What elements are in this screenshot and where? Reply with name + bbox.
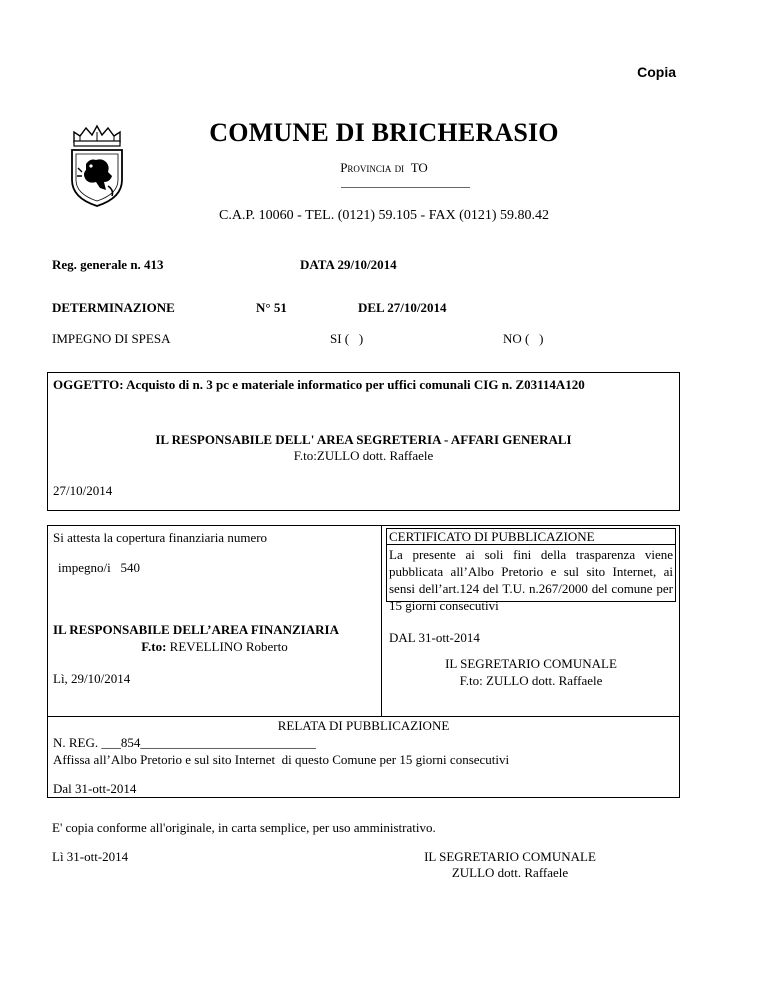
- determinazione-date: DEL 27/10/2014: [358, 300, 447, 315]
- impegno-si: SI ( ): [330, 331, 364, 346]
- oggetto-date: 27/10/2014: [53, 483, 113, 498]
- finanziaria-firma: [48, 639, 381, 655]
- finanziaria-date: Lì, 29/10/2014: [53, 671, 131, 686]
- determinazione-label: DETERMINAZIONE: [52, 300, 175, 315]
- impegno-no: NO ( ): [503, 331, 544, 346]
- segretario-title: IL SEGRETARIO COMUNALE: [445, 656, 617, 671]
- certificato-box: [386, 528, 676, 613]
- firma-label: F.to:: [141, 639, 167, 654]
- copy-label: Copia: [637, 64, 676, 80]
- certificato-title: CERTIFICATO DI PUBBLICAZIONE: [387, 529, 675, 545]
- relata-affissa: Affissa all’Albo Pretorio e sul sito Internet di questo Comune per 15 giorni consecutivi: [53, 752, 510, 767]
- responsabile-title: IL RESPONSABILE DELL' AREA SEGRETERIA - AFFARI GENERALI: [155, 432, 572, 447]
- page-title: COMUNE DI BRICHERASIO: [209, 118, 559, 147]
- relata-box: [47, 716, 680, 798]
- determinazione-number: N° 51: [256, 300, 287, 315]
- impegno-label: IMPEGNO DI SPESA: [52, 331, 171, 346]
- province-line: [0, 160, 768, 176]
- firma-name: REVELLINO Roberto: [166, 639, 288, 654]
- copertura-text: Si attesta la copertura finanziaria numero: [53, 530, 268, 545]
- certificato-text: La presente ai soli fini della trasparenza viene pubblicata all’Albo Pretorio e sul sito Internet, ai sensi dell’art.124 del T.U. n.267/2000 del comune per 15 giorni consecutivi: [389, 547, 673, 613]
- province-underline: [341, 187, 470, 188]
- footer-segretario-name: ZULLO dott. Raffaele: [451, 865, 569, 880]
- registration-date: DATA 29/10/2014: [300, 257, 397, 272]
- oggetto-text: OGGETTO: Acquisto di n. 3 pc e materiale informatico per uffici comunali CIG n. Z03114A120: [53, 377, 585, 392]
- contact-info: C.A.P. 10060 - TEL. (0121) 59.105 - FAX (0121) 59.80.42: [218, 208, 550, 223]
- province-label: Provincia di: [340, 160, 405, 175]
- footer-date: Lì 31-ott-2014: [52, 849, 129, 864]
- certificato-dal: DAL 31-ott-2014: [389, 630, 480, 645]
- footer-segretario: IL SEGRETARIO COMUNALE: [424, 849, 596, 864]
- responsabile-finanziaria: IL RESPONSABILE DELL’AREA FINANZIARIA: [53, 622, 339, 637]
- responsabile-firma: F.to:ZULLO dott. Raffaele: [293, 448, 434, 463]
- impegno-number: impegno/i 540: [58, 560, 140, 575]
- relata-dal: Dal 31-ott-2014: [53, 781, 137, 796]
- relata-nreg: N. REG. ___854___________________________: [53, 735, 316, 750]
- publication-box: [47, 525, 680, 717]
- relata-title: RELATA DI PUBBLICAZIONE: [277, 718, 450, 733]
- oggetto-box: [47, 372, 680, 511]
- segretario-firma: F.to: ZULLO dott. Raffaele: [459, 673, 603, 688]
- reg-generale: Reg. generale n. 413: [52, 257, 164, 272]
- province-code: TO: [410, 160, 428, 175]
- copia-conforme: E' copia conforme all'originale, in carta semplice, per uso amministrativo.: [52, 820, 436, 835]
